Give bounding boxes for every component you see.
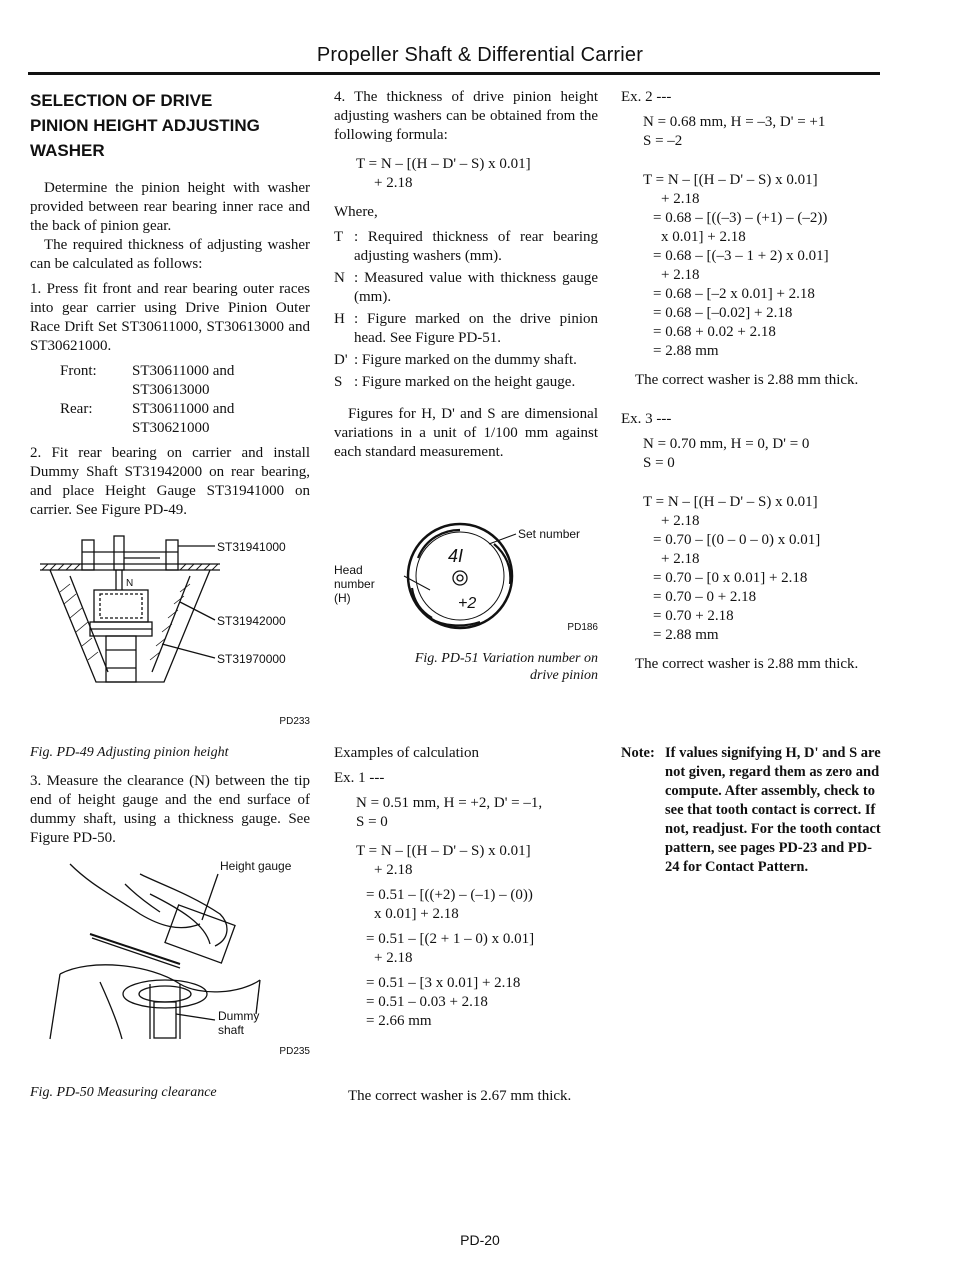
ex2-calculation	[621, 171, 883, 361]
label-head-line-3: (H)	[334, 591, 351, 605]
calculation-line: T = N – [(H – D' – S) x 0.01]	[643, 172, 818, 188]
main-formula	[334, 155, 598, 193]
calculation-line: = 0.51 – [(2 + 1 – 0) x 0.01]	[366, 931, 535, 947]
definition-item	[334, 228, 598, 266]
label-shaft: shaft	[218, 1023, 245, 1037]
ex1-calculation	[334, 842, 598, 1031]
calculation-line: = 0.68 – [((–3) – (+1) – (–2))	[653, 210, 828, 226]
calculation-line: = 0.70 – 0 + 2.18	[653, 589, 757, 605]
figure-caption-pd51-line-2: drive pinion	[529, 668, 598, 683]
definition-symbol: N	[334, 270, 345, 286]
label-drift-part: ST31970000	[217, 652, 286, 666]
definitions-list	[334, 228, 598, 392]
rear-value-1: ST30611000 and	[132, 401, 235, 417]
where-label: Where,	[334, 204, 378, 220]
ex3-given-line-2: S = 0	[643, 455, 675, 471]
definition-symbol: S	[334, 374, 343, 390]
ex2-given	[621, 113, 883, 151]
page-header-title: Propeller Shaft & Differential Carrier	[316, 44, 644, 66]
note-block	[621, 744, 883, 877]
formula-line-2: + 2.18	[374, 175, 413, 191]
definition-symbol: T	[334, 229, 344, 245]
figure-code-pd233: PD233	[279, 716, 310, 727]
definition-text: : Required thickness of rear bearing adjusting washers (mm).	[354, 229, 598, 264]
ex3-title: Ex. 3 ---	[621, 411, 672, 427]
note-text: If values signifying H, D' and S are not given, regard them as zero and compute. After assembly, check to see that tooth contact is correct. If not, readjust. For the tooth contact pattern, see pages PD-23 and PD-24 for Contact Pattern.	[665, 745, 881, 875]
figure-caption-pd51	[334, 650, 598, 684]
ex1-title: Ex. 1 ---	[334, 770, 385, 786]
calculation-line: + 2.18	[661, 191, 700, 207]
ex3-conclusion: The correct washer is 2.88 mm thick.	[635, 656, 859, 672]
ex2-title: Ex. 2 ---	[621, 89, 672, 105]
label-dummy: Dummy	[218, 1009, 260, 1023]
calculation-line: T = N – [(H – D' – S) x 0.01]	[356, 843, 531, 859]
note-label: Note:	[621, 745, 655, 761]
definition-item	[334, 351, 598, 370]
definition-symbol: H	[334, 311, 345, 327]
figures-paragraph: Figures for H, D' and S are dimensional variations in a unit of 1/100 mm against each standard measurement.	[334, 406, 598, 460]
calculation-line: T = N – [(H – D' – S) x 0.01]	[643, 494, 818, 510]
calculation-line: = 0.51 – 0.03 + 2.18	[366, 994, 488, 1010]
definition-symbol: D'	[334, 352, 348, 368]
step-1: 1. Press fit front and rear bearing outer races into gear carrier using Drive Pinion Outer Race Drift Set ST30611000, ST30613000 and ST30621000.	[30, 281, 310, 354]
front-value-1: ST30611000 and	[132, 363, 235, 379]
figure-caption-pd51-line-1: Fig. PD-51 Variation number on	[414, 651, 598, 666]
calculation-line: = 0.70 – [0 x 0.01] + 2.18	[653, 570, 808, 586]
ex3-given	[621, 435, 883, 473]
calculation-line: = 0.68 + 0.02 + 2.18	[653, 324, 776, 340]
calculation-line: = 0.68 – [–0.02] + 2.18	[653, 305, 793, 321]
definition-text: : Measured value with thickness gauge (mm).	[354, 270, 598, 305]
calculation-line: = 2.88 mm	[653, 627, 719, 643]
column-3	[621, 88, 883, 877]
calculation-line: = 0.70 – [(0 – 0 – 0) x 0.01]	[653, 532, 821, 548]
calculation-line: = 0.70 + 2.18	[653, 608, 734, 624]
ex3-given-line-1: N = 0.70 mm, H = 0, D' = 0	[643, 436, 810, 452]
pinion-mark-bottom: +2	[458, 595, 477, 612]
front-label: Front:	[60, 363, 97, 379]
rear-label: Rear:	[60, 401, 93, 417]
adjusting-pinion-height-illustration	[30, 532, 310, 702]
calculation-line: + 2.18	[374, 950, 413, 966]
figure-caption-pd49: Fig. PD-49 Adjusting pinion height	[30, 745, 229, 760]
page-number: PD-20	[460, 1232, 500, 1248]
definition-text: : Figure marked on the drive pinion head. See Figure PD-51.	[354, 311, 598, 346]
formula-line-1: T = N – [(H – D' – S) x 0.01]	[356, 156, 531, 172]
calculation-line: = 0.68 – [–2 x 0.01] + 2.18	[653, 286, 815, 302]
definition-item	[334, 269, 598, 307]
calculation-line: = 2.66 mm	[366, 1013, 432, 1029]
header-rule	[28, 72, 880, 75]
ex2-conclusion: The correct washer is 2.88 mm thick.	[635, 372, 859, 388]
rear-tool-row	[30, 400, 310, 438]
calculation-line: x 0.01] + 2.18	[661, 229, 746, 245]
definition-text: : Figure marked on the height gauge.	[354, 374, 576, 390]
measuring-clearance-illustration	[30, 854, 310, 1044]
front-value-2: ST30613000	[132, 382, 210, 398]
label-set-number: Set number	[518, 527, 581, 541]
calculation-line: + 2.18	[661, 551, 700, 567]
intro-paragraph-1: Determine the pinion height with washer provided between rear bearing inner race and the back of pinion gear.	[30, 180, 310, 234]
drive-pinion-variation-illustration	[334, 518, 598, 638]
column-1	[30, 88, 310, 1102]
intro-paragraph-2: The required thickness of adjusting washer can be calculated as follows:	[30, 237, 310, 272]
label-clearance-n: N	[126, 578, 134, 589]
section-heading: SELECTION OF DRIVE PINION HEIGHT ADJUSTING WASHER	[30, 91, 260, 160]
label-height-gauge-part: ST31941000	[217, 540, 286, 554]
step-3: 3. Measure the clearance (N) between the tip end of height gauge and the end surface of dummy shaft, using a thickness gauge. See Figure PD-50.	[30, 773, 310, 846]
ex1-given-line-1: N = 0.51 mm, H = +2, D' = –1,	[356, 795, 543, 811]
examples-title: Examples of calculation	[334, 745, 479, 761]
label-head-line-2: number	[334, 577, 375, 591]
definition-item	[334, 373, 598, 392]
rear-value-2: ST30621000	[132, 420, 210, 436]
calculation-line: + 2.18	[661, 513, 700, 529]
step-2: 2. Fit rear bearing on carrier and install Dummy Shaft ST31942000 on rear bearing, and place Height Gauge ST31941000 on carrier. See Figure PD-49.	[30, 445, 310, 518]
figure-pd49	[30, 532, 310, 762]
label-dummy-shaft-part: ST31942000	[217, 614, 286, 628]
step-4: 4. The thickness of drive pinion height adjusting washers can be obtained from the following formula:	[334, 89, 598, 143]
ex1-given	[334, 794, 598, 832]
ex2-given-line-2: S = –2	[643, 133, 683, 149]
calculation-line: = 0.68 – [(–3 – 1 + 2) x 0.01]	[653, 248, 829, 264]
column-2	[334, 88, 598, 1106]
calculation-line: = 0.51 – [3 x 0.01] + 2.18	[366, 975, 521, 991]
pinion-mark-top: 4I	[448, 546, 464, 566]
figure-pd51	[334, 518, 598, 684]
calculation-line: + 2.18	[374, 862, 413, 878]
definition-item	[334, 310, 598, 348]
calculation-line: x 0.01] + 2.18	[374, 906, 459, 922]
front-tool-row	[30, 362, 310, 400]
calculation-line: + 2.18	[661, 267, 700, 283]
ex2-given-line-1: N = 0.68 mm, H = –3, D' = +1	[643, 114, 826, 130]
ex3-calculation	[621, 493, 883, 645]
figure-code-pd186: PD186	[567, 622, 598, 633]
label-height-gauge: Height gauge	[220, 859, 292, 873]
label-head-line-1: Head	[334, 563, 363, 577]
ex1-conclusion: The correct washer is 2.67 mm thick.	[348, 1088, 572, 1104]
ex1-given-line-2: S = 0	[356, 814, 388, 830]
figure-pd50	[30, 854, 310, 1102]
figure-code-pd235: PD235	[279, 1046, 310, 1057]
calculation-line: = 2.88 mm	[653, 343, 719, 359]
calculation-line: = 0.51 – [((+2) – (–1) – (0))	[366, 887, 533, 903]
figure-caption-pd50: Fig. PD-50 Measuring clearance	[30, 1085, 217, 1100]
definition-text: : Figure marked on the dummy shaft.	[354, 352, 577, 368]
